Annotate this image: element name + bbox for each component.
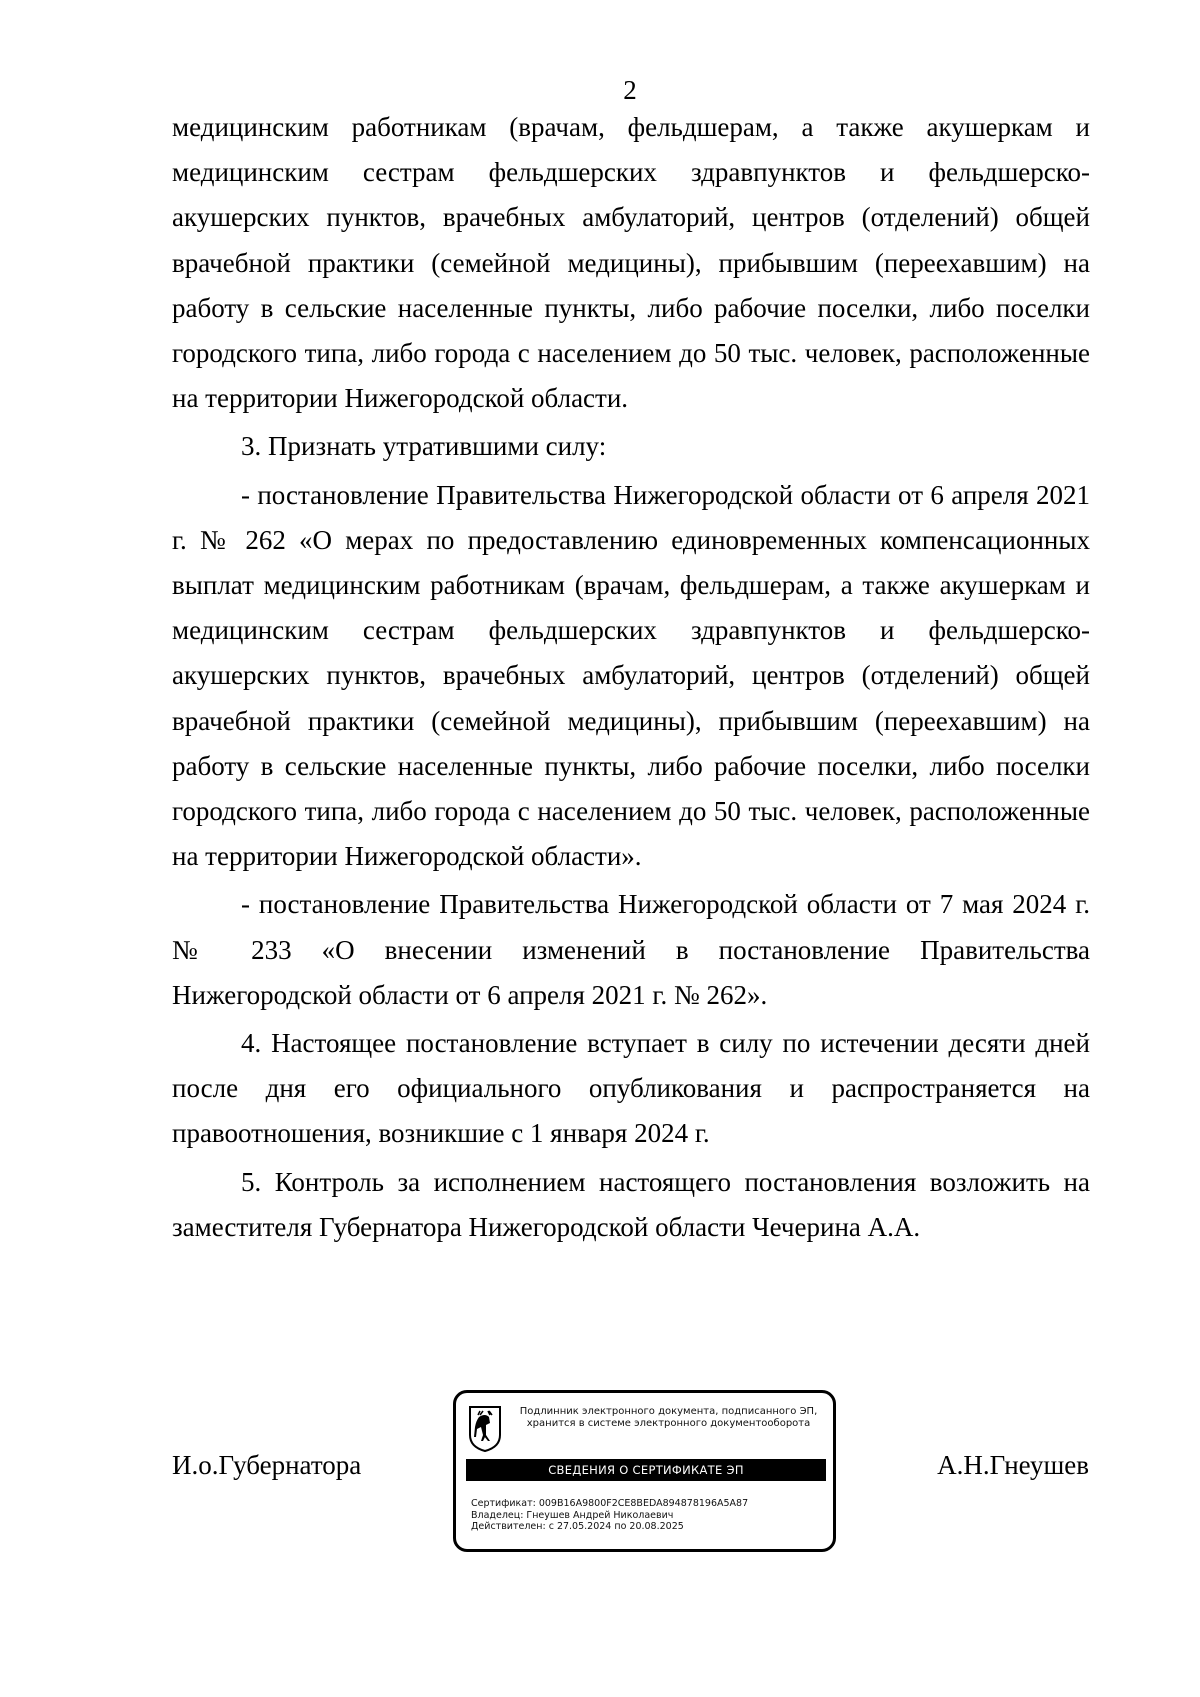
paragraph-item-5: 5. Контроль за исполнением настоящего постановления возложить на заместителя Губернатора Нижегородской области Чечерина А.А. [172, 1166, 1090, 1242]
stamp-header-line-1: Подлинник электронного документа, подписанного ЭП, [519, 1406, 818, 1417]
signatory-title: И.о.Губернатора [172, 1450, 362, 1480]
electronic-signature-stamp [453, 1390, 836, 1552]
stamp-header-line-2: хранится в системе электронного документооборота [526, 1418, 811, 1429]
paragraph-item-3: 3. Признать утратившими силу: [241, 431, 607, 462]
certificate-validity: Действителен: с 27.05.2024 по 20.08.2025 [471, 1521, 684, 1532]
signatory-name: А.Н.Гнеушев [937, 1450, 1089, 1480]
paragraph-repealed-decree-262: - постановление Правительства Нижегородской области от 6 апреля 2021 г. № 262 «О мерах по предоставлению единовременных компенсационных выплат медицинским работникам (врачам, фельдшерам, а также акушеркам и медицинским сестрам фельдшерских здравпунктов и фельдшерско-акушерских пунктов, врачебных амбулаторий, центров (отделений) общей врачебной практики (семейной медицины), прибывшим (переехавшим) на работу в сельские населенные пункты, либо рабочие поселки, либо поселки городского типа, либо города с населением до 50 тыс. человек, расположенные на территории Нижегородской области». [172, 479, 1090, 872]
stamp-details [471, 1498, 748, 1533]
coat-of-arms-icon [468, 1405, 502, 1453]
certificate-owner: Владелец: Гнеушев Андрей Николаевич [471, 1509, 674, 1521]
stamp-certificate-bar: СВЕДЕНИЯ О СЕРТИФИКАТЕ ЭП [466, 1459, 826, 1481]
stamp-header [511, 1406, 826, 1430]
certificate-number: Сертификат: 009B16A9800F2CE8BEDA894878196A5A87 [471, 1498, 749, 1509]
paragraph-continuation: медицинским работникам (врачам, фельдшерам, а также акушеркам и медицинским сестрам фельдшерских здравпунктов и фельдшерско-акушерских пунктов, врачебных амбулаторий, центров (отделений) общей врачебной практики (семейной медицины), прибывшим (переехавшим) на работу в сельские населенные пункты, либо рабочие поселки, либо поселки городского типа, либо города с населением до 50 тыс. человек, расположенные на территории Нижегородской области. [172, 112, 1090, 414]
page-number: 2 [623, 75, 637, 105]
paragraph-item-4: 4. Настоящее постановление вступает в силу по истечении десяти дней после дня его официального опубликования и распространяется на правоотношения, возникшие с 1 января 2024 г. [172, 1028, 1090, 1149]
paragraph-repealed-decree-233: - постановление Правительства Нижегородской области от 7 мая 2024 г. № 233 «О внесении изменений в постановление Правительства Нижегородской области от 6 апреля 2021 г. № 262». [172, 889, 1090, 1010]
document-body [172, 105, 1090, 1250]
